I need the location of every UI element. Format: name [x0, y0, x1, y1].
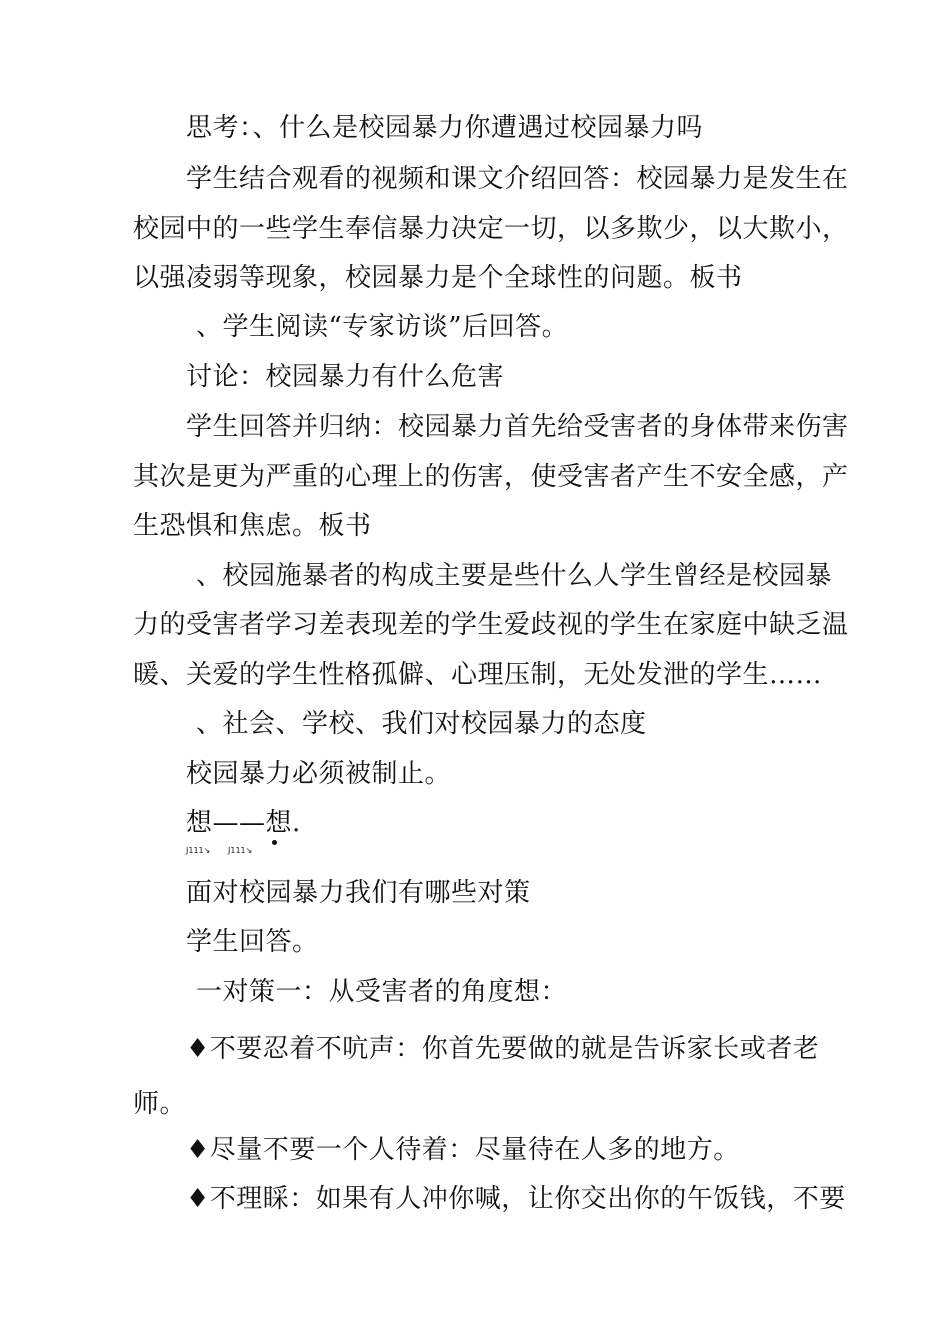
paragraph-line: 学生结合观看的视频和课文介绍回答：校园暴力是发生在	[186, 164, 849, 194]
paragraph-line: 讨论：校园暴力有什么危害	[186, 362, 505, 392]
paragraph-line: 校园暴力必须被制止。	[186, 759, 452, 789]
bullet-line: ♦不要忍着不吭声：你首先要做的就是告诉家长或者老	[186, 1034, 820, 1064]
paragraph-line: 生恐惧和焦虑。板书	[133, 511, 372, 541]
bullet-line: ♦不理睬：如果有人冲你喊，让你交出你的午饭钱，不要	[186, 1184, 846, 1214]
paragraph-line: 、学生阅读“专家访谈”后回答。	[196, 312, 569, 342]
paragraph-line: 学生回答并归纳：校园暴力首先给受害者的身体带来伤害	[186, 412, 849, 442]
paragraph-line: 、校园施暴者的构成主要是些什么人学生曾经是校园暴	[196, 561, 833, 591]
paragraph-line: 思考：、什么是校园暴力你遭遇过校园暴力吗	[186, 113, 704, 143]
paragraph-line: 力的受害者学习差表现差的学生爱歧视的学生在家庭中缺乏温	[133, 610, 849, 640]
bullet-line: ♦尽量不要一个人待着：尽量待在人多的地方。	[186, 1135, 740, 1165]
paragraph-line: 暖、关爱的学生性格孤僻、心理压制，无处发泄的学生……	[133, 660, 823, 690]
paragraph-line: 以强凌弱等现象，校园暴力是个全球性的问题。板书	[133, 263, 743, 293]
paragraph-line: 学生回答。	[186, 927, 319, 957]
paragraph-line: 一对策一：从受害者的角度想：	[196, 977, 568, 1007]
paragraph-line: 师。	[133, 1089, 187, 1119]
paragraph-line: 、社会、学校、我们对校园暴力的态度	[196, 709, 647, 739]
scan-artifact-text: J111↘	[228, 846, 253, 855]
stray-dot-mark	[272, 840, 277, 845]
scan-artifact-text: J111↘	[186, 846, 211, 855]
paragraph-line: 想——想.	[186, 808, 301, 838]
paragraph-line: 面对校园暴力我们有哪些对策	[186, 878, 531, 908]
paragraph-line: 校园中的一些学生奉信暴力决定一切，以多欺少，以大欺小，	[133, 214, 849, 244]
paragraph-line: 其次是更为严重的心理上的伤害，使受害者产生不安全感，产	[133, 462, 849, 492]
